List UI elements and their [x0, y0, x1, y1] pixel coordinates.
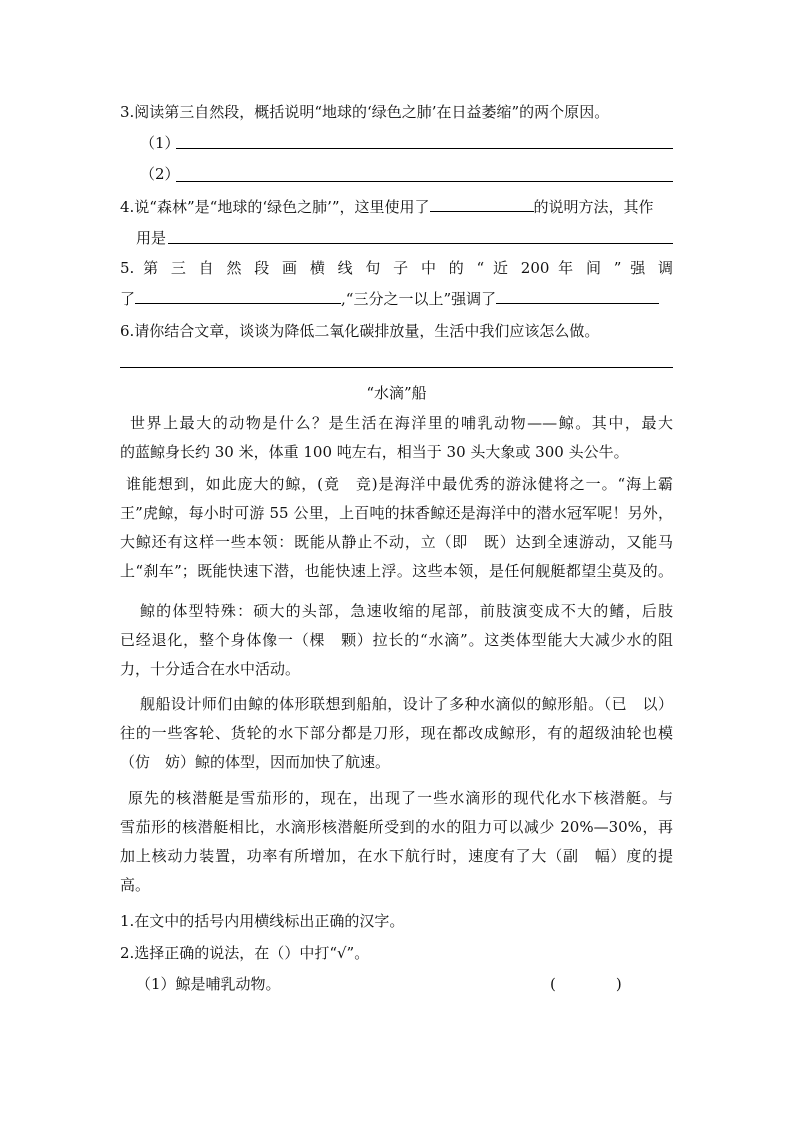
text-line: 原先的核潜艇是雪茄形的，现在，出现了一些水滴形的现代化水下核潜艇。与 [128, 789, 673, 807]
question-3: 3.阅读第三自然段，概括说明“地球的‘绿色之肺’在日益萎缩”的两个原因。 [120, 103, 610, 121]
article-question-1: 1.在文中的括号内用横线标出正确的汉字。 [120, 912, 405, 930]
answer-blank [496, 289, 659, 304]
text-line: 力，十分适合在水中活动。 [120, 660, 301, 678]
text-line: 高。 [120, 876, 151, 894]
paragraph-5 [120, 784, 673, 900]
text-line: 鲸的体型特殊：硕大的头部，急速收缩的尾部，前肢演变成不大的鳍，后肢 [140, 602, 673, 620]
answer-blank [135, 289, 341, 304]
text-line: 舰船设计师们由鲸的体形联想到船舶，设计了多种水滴似的鲸形船。（已 以） [140, 695, 673, 713]
text-line: （仿 妨）鲸的体型，因而加快了航速。 [120, 753, 391, 771]
paragraph-1 [120, 409, 673, 467]
answer-line [120, 367, 673, 368]
item-number: （2） [140, 165, 180, 183]
article-question-2: 2.选择正确的说法，在（）中打“√”。 [120, 944, 370, 962]
text-line: 的蓝鲸身长约 30 米，体重 100 吨左右，相当于 30 头大象或 300 头公牛。 [120, 443, 629, 461]
text-line: 世界上最大的动物是什么？是生活在海洋里的哺乳动物——鲸。其中，最大 [130, 414, 673, 432]
item-number: （1） [140, 134, 180, 152]
text-line: 大鲸还有这样一些本领：既能从静止不动，立（即 既）达到全速游动，又能马 [120, 533, 673, 551]
text-line: 谁能想到，如此庞大的鲸，(竟 竞)是海洋中最优秀的游泳健将之一。“海上霸 [126, 475, 673, 493]
question-5-line-2 [120, 289, 659, 309]
question-3-item-1 [140, 133, 180, 153]
text-line: 雪茄形的核潜艇相比，水滴形核潜艇所受到的水的阻力可以减少 20%—30%，再 [120, 818, 673, 836]
text-line: 上“刹车”；既能快速下潜，也能快速上浮。这些本领，是任何舰艇都望尘莫及的。 [120, 562, 673, 580]
question-4-line-2: 用是 [136, 229, 167, 247]
answer-line [168, 243, 673, 244]
paragraph-3 [120, 597, 673, 684]
answer-blank [430, 197, 534, 212]
question-4-text: 4.说“森林”是“地球的‘绿色之肺’”，这里使用了 [120, 198, 430, 216]
text-line: 往的一些客轮、货轮的水下部分都是刀形，现在都改成鲸形，有的超级油轮也模 [120, 724, 673, 742]
question-5-text-mid: ,“三分之一以上”强调了 [341, 290, 497, 308]
question-4-text-end: 的说明方法，其作 [533, 198, 654, 216]
question-5-text: 了 [120, 290, 136, 308]
question-3-item-2 [140, 164, 180, 184]
question-4-line-1 [120, 197, 654, 217]
question-5-line-1: 5. 第 三 自 然 段 画 横 线 句 子 中 的 “ 近 200 年 间 ” 强 调 [120, 259, 673, 277]
question-6: 6.请你结合文章，谈谈为降低二氧化碳排放量，生活中我们应该怎么做。 [120, 322, 600, 340]
answer-line [176, 181, 673, 182]
answer-line [176, 148, 673, 149]
article-question-2-item-1: （1）鲸是哺乳动物。 [136, 975, 281, 993]
paragraph-2 [120, 470, 673, 586]
text-line: 已经退化，整个身体像一（棵 颗）拉长的“水滴”。这类体型能大大减少水的阻 [120, 631, 673, 649]
paragraph-4 [120, 690, 673, 777]
text-line: 加上核动力装置，功率有所增加，在水下航行时，速度有了大（副 幅）度的提 [120, 847, 673, 865]
answer-parentheses[interactable]: ( ) [550, 975, 622, 993]
text-line: 王”虎鲸，每小时可游 55 公里，上百吨的抹香鲸还是海洋中的潜水冠军呢！另外， [120, 504, 673, 522]
article-title: “水滴”船 [366, 384, 427, 402]
worksheet-page [120, 0, 673, 1123]
